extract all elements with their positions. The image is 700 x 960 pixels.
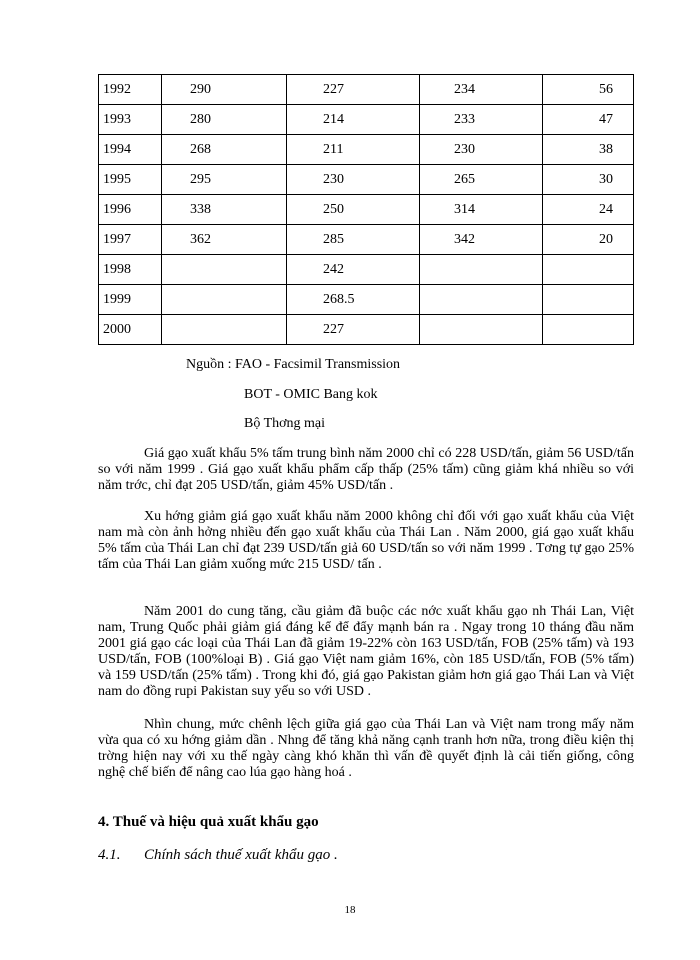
table-cell-value: 250 — [287, 195, 420, 225]
table-cell-value: 362 — [162, 225, 287, 255]
table-cell-value: 242 — [287, 255, 420, 285]
subsection-title: Chính sách thuế xuất khẩu gạo . — [144, 847, 338, 863]
table-cell-year: 1992 — [99, 75, 162, 105]
table-cell-value: 47 — [543, 105, 634, 135]
paragraph-2: Xu hớng giảm giá gạo xuất khẩu năm 2000 không chỉ đối với gạo xuất khẩu của Việt nam mà còn ảnh hởng nhiều đến gạo xuất khẩu của Thái Lan . Năm 2000, giá gạo xuất khẩu 5% tấm của Thái Lan chỉ đạt 239 USD/tấn giả 60 USD/tấn so với năm 1999 . Tơng tự gạo 25% tấm của Thái Lan giảm xuống mức 215 USD/ tấn . — [98, 509, 634, 572]
table-cell-value: 214 — [287, 105, 420, 135]
rice-price-table — [98, 74, 634, 345]
table-row — [99, 315, 634, 345]
table-cell-value — [543, 315, 634, 345]
page-number: 18 — [344, 904, 356, 916]
paragraph-4: Nhìn chung, mức chênh lệch giữa giá gạo của Thái Lan và Việt nam trong mấy năm vừa qua có xu hớng giảm dần . Nhng để tăng khả năng cạnh tranh hơn nữa, trong điều kiện thị trờng hiện nay với xu thế ngày càng khó khăn thì vấn đề quyết định là cải tiến giống, công nghệ chế biến để nâng cao lúa gạo hàng hoá . — [98, 717, 634, 780]
table-cell-value — [543, 255, 634, 285]
table-cell-year: 1997 — [99, 225, 162, 255]
table-body — [99, 75, 634, 345]
table-row — [99, 285, 634, 315]
table-cell-value: 30 — [543, 165, 634, 195]
table-cell-value: 342 — [420, 225, 543, 255]
table-cell-value: 233 — [420, 105, 543, 135]
table-cell-value: 230 — [287, 165, 420, 195]
table-cell-year: 1998 — [99, 255, 162, 285]
table-cell-value: 20 — [543, 225, 634, 255]
table-cell-value: 338 — [162, 195, 287, 225]
table-cell-value: 211 — [287, 135, 420, 165]
section-heading: 4. Thuế và hiệu quả xuất khẩu gạo — [98, 814, 319, 830]
table-cell-value: 56 — [543, 75, 634, 105]
table-cell-value — [420, 285, 543, 315]
table-cell-value: 290 — [162, 75, 287, 105]
table-cell-value: 38 — [543, 135, 634, 165]
source-line-ministry: Bộ Thơng mại — [244, 416, 326, 431]
table-cell-value: 280 — [162, 105, 287, 135]
table-cell-value: 24 — [543, 195, 634, 225]
table-row — [99, 195, 634, 225]
source-line-fao: Nguồn : FAO - Facsimil Transmission — [186, 357, 401, 372]
table-cell-value — [162, 315, 287, 345]
table-cell-value: 268 — [162, 135, 287, 165]
subsection-heading — [98, 847, 338, 864]
table-cell-year: 1996 — [99, 195, 162, 225]
table-row — [99, 105, 634, 135]
table-cell-year: 1995 — [99, 165, 162, 195]
table-cell-value — [420, 315, 543, 345]
table-row — [99, 225, 634, 255]
table-cell-value: 227 — [287, 315, 420, 345]
table-row — [99, 135, 634, 165]
table-cell-value — [162, 255, 287, 285]
table-cell-year: 1999 — [99, 285, 162, 315]
source-line-bot: BOT - OMIC Bang kok — [244, 387, 378, 402]
table-cell-value: 268.5 — [287, 285, 420, 315]
table-cell-year: 2000 — [99, 315, 162, 345]
table-cell-value: 295 — [162, 165, 287, 195]
subsection-number: 4.1. — [98, 847, 121, 863]
table-cell-value — [162, 285, 287, 315]
table-cell-value — [543, 285, 634, 315]
table-cell-value: 234 — [420, 75, 543, 105]
table-cell-value: 230 — [420, 135, 543, 165]
paragraph-1: Giá gạo xuất khẩu 5% tấm trung bình năm 2000 chỉ có 228 USD/tấn, giảm 56 USD/tấn so với năm 1999 . Giá gạo xuất khẩu phẩm cấp thấp (25% tấm) cũng giảm khá nhiều so với năm trớc, chỉ đạt 205 USD/tấn, giảm 45% USD/tấn . — [98, 446, 634, 493]
table-cell-value: 227 — [287, 75, 420, 105]
table-cell-value: 285 — [287, 225, 420, 255]
paragraph-3: Năm 2001 do cung tăng, cầu giảm đã buộc các nớc xuất khẩu gạo nh Thái Lan, Việt nam, Trung Quốc phải giảm giá đáng kể để đẩy mạnh bán ra . Ngay trong 10 tháng đầu năm 2001 giá gạo các loại của Thái Lan đã giảm 19-22% còn 163 USD/tấn, FOB (25% tấm) và 193 USD/tấn, FOB (100%loại B) . Giá gạo Việt nam giảm 16%, còn 185 USD/tấn, FOB (5% tấm) và 159 USD/tấn (25% tấm) . Trong khi đó, giá gạo Pakistan giảm hơn giá gạo Thái Lan và Việt nam do đồng rupi Pakistan suy yếu so với USD . — [98, 604, 634, 699]
table-cell-year: 1994 — [99, 135, 162, 165]
table-cell-year: 1993 — [99, 105, 162, 135]
table-cell-value: 265 — [420, 165, 543, 195]
table-row — [99, 165, 634, 195]
table-row — [99, 255, 634, 285]
table-row — [99, 75, 634, 105]
table-cell-value: 314 — [420, 195, 543, 225]
table-cell-value — [420, 255, 543, 285]
